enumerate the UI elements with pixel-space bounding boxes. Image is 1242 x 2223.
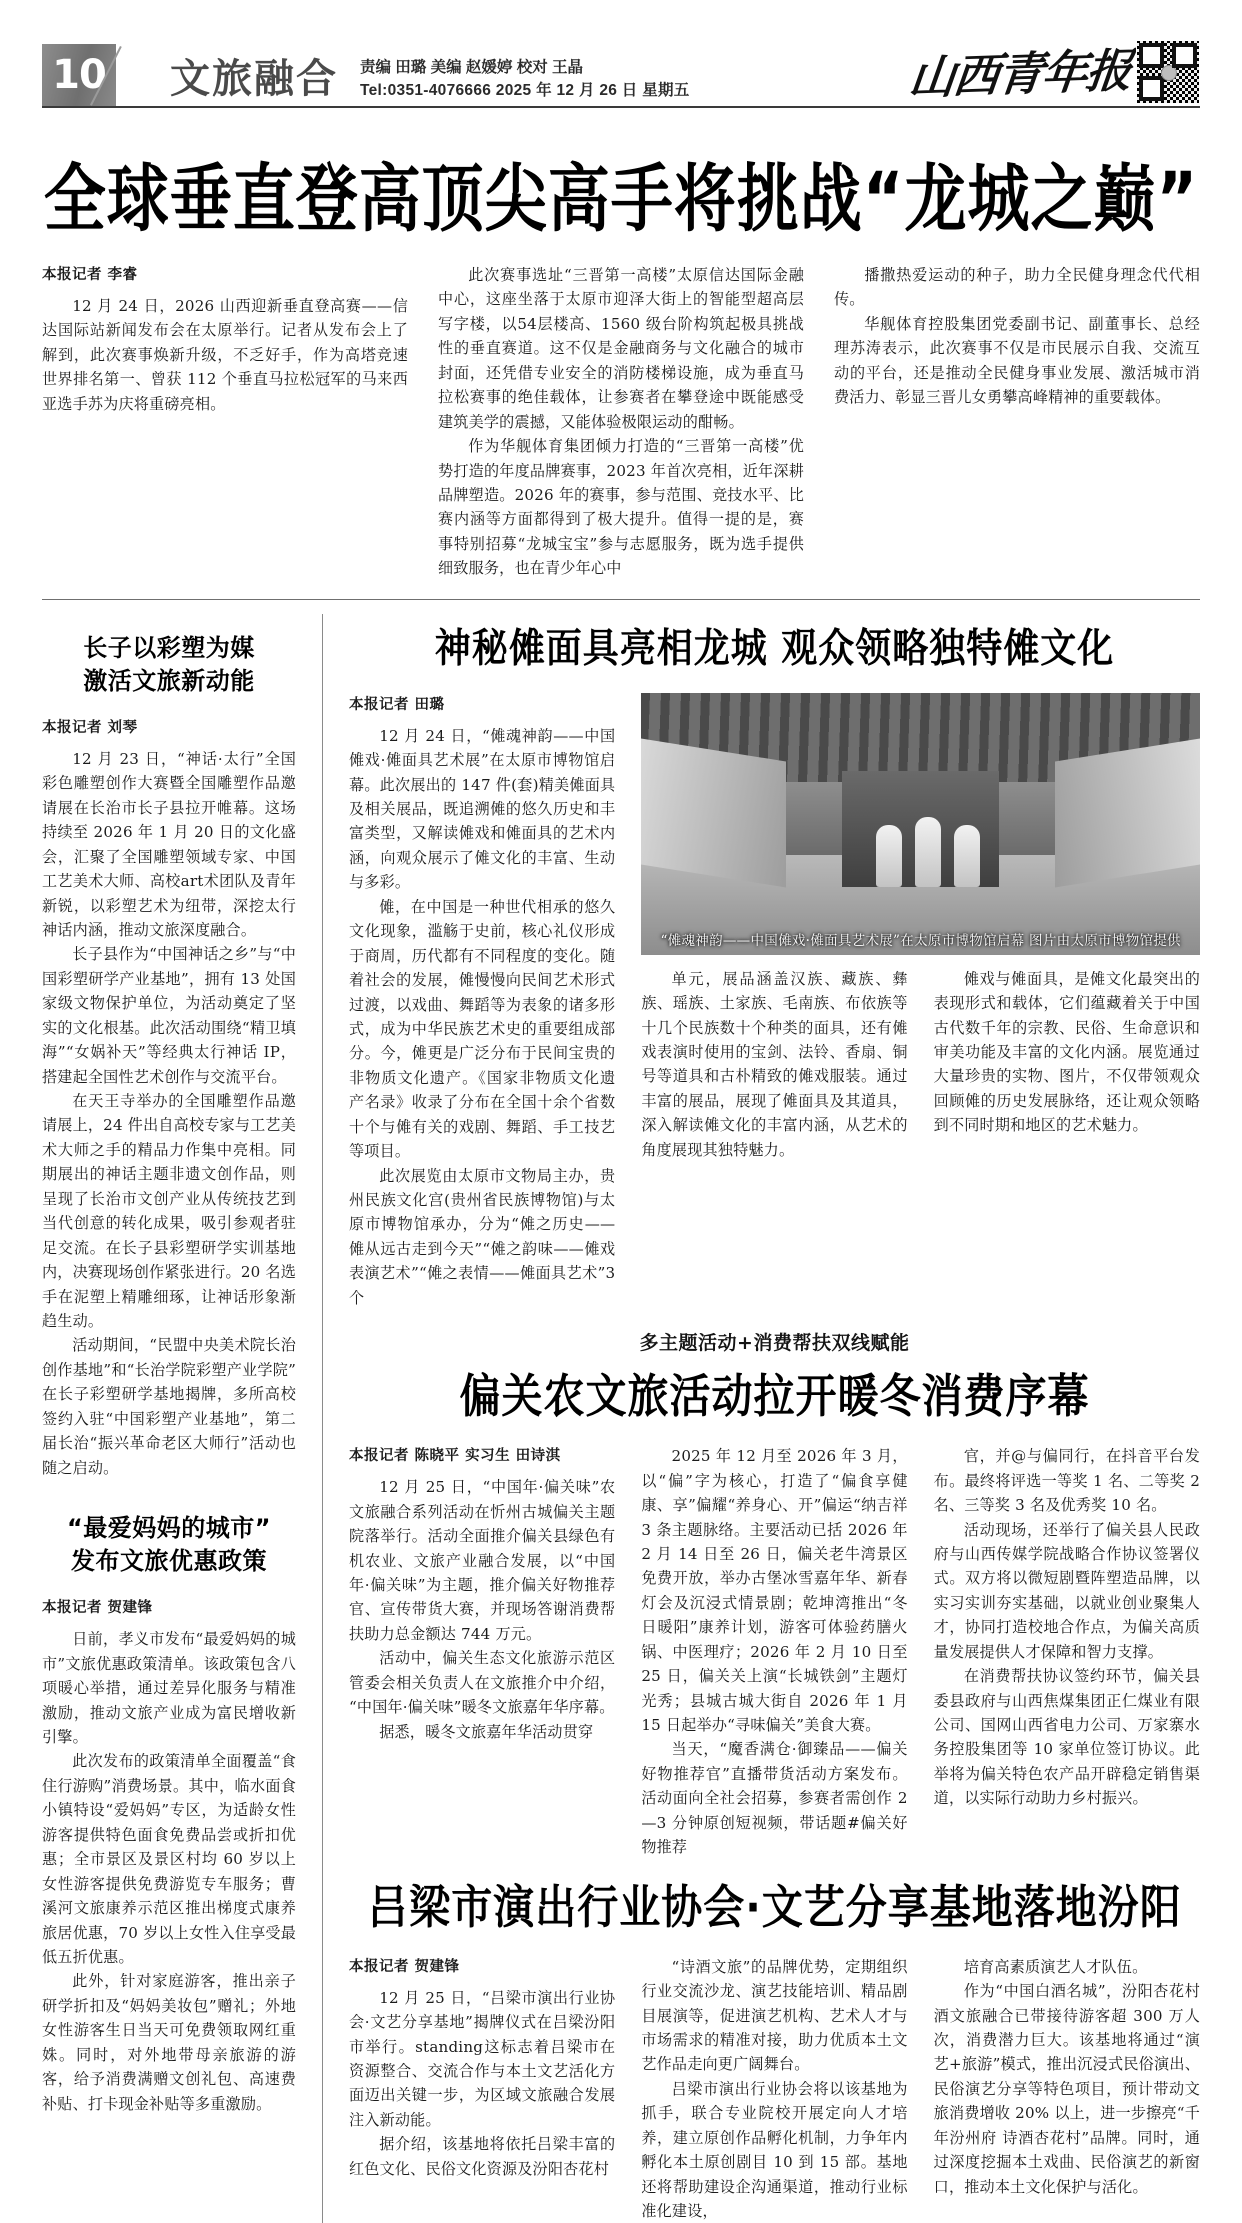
lead-byline: 本报记者 李睿 xyxy=(42,267,138,283)
nuo-paragraph: 傩，在中国是一种世代相承的悠久文化现象，滥觞于史前，核心礼仪形成于商周，历代都有不同程度的变化。随着社会的发展，傩慢慢向民间艺术形式过渡，以戏曲、舞蹈等为表象的诸多形式，成为中华民族艺术史的重要组成部分。今，傩更是广泛分布于民间宝贵的非物质文化遗产。《国家非物质文化遗产名录》收录了分布在全国十余个省数十个与傩有关的戏剧、舞蹈、手工技艺等项目。 xyxy=(349,897,616,1161)
pianguan-column-3 xyxy=(934,1444,1200,1859)
changzi-headline-line2: 激活文旅新动能 xyxy=(83,666,255,695)
credits-editors: 责编 田璐 美编 赵媛婷 校对 王晶 xyxy=(360,59,584,77)
left-rail xyxy=(42,614,296,2223)
nuo-headline: 神秘傩面具亮相龙城 观众领略独特傩文化 xyxy=(434,625,1115,672)
lvliang-paragraph: “诗酒文旅”的品牌优势，定期组织行业交流沙龙、演艺技能培训、精品剧目展演等，促进演艺机构、艺术人才与市场需求的精准对接，助力优质本土文艺作品走向更广阔舞台。 xyxy=(641,1957,908,2074)
lvliang-headline: 吕梁市演出行业协会·文艺分享基地落地汾阳 xyxy=(367,1880,1182,1934)
lvliang-column-3 xyxy=(934,1955,1200,2223)
masthead-brand xyxy=(906,38,1200,105)
changzi-paragraph: 长子县作为“中国神话之乡”与“中国彩塑研学产业基地”，拥有 13 处国家级文物保护单位，为活动奠定了坚实的文化根基。此次活动围绕“精卫填海”“女娲补天”等经典太行神话 IP，搭建起全国性艺术创作与交流平台。 xyxy=(42,945,296,1086)
mom-paragraph: 日前，孝义市发布“最爱妈妈的城市”文旅优惠政策清单。该政策包含八项暖心举措，通过差异化服务与精准激励，推动文旅产业成为富民增收新引擎。 xyxy=(42,1630,296,1746)
lvliang-paragraph: 据介绍，该基地将依托吕梁丰富的红色文化、民俗文化资源及汾阳杏花村 xyxy=(349,2135,616,2178)
lead-paragraph: 播撒热爱运动的种子，助力全民健身理念代代相传。 xyxy=(834,266,1200,309)
changzi-paragraph: 12 月 23 日，“神话·太行”全国彩色雕塑创作大赛暨全国雕塑作品邀请展在长治市长子县拉开帷幕。这场持续至 2026 年 1 月 20 日的文化盛会，汇聚了全国雕塑领域专家、中国工艺美术大师、高校art术团队及青年新锐，以彩塑艺术为纽带，深挖太行神话内涵，推动文旅深度融合。 xyxy=(42,749,296,939)
mom-byline: 本报记者 贺建锋 xyxy=(42,1600,153,1617)
nuo-paragraph: 12 月 24 日，“傩魂神韵——中国傩戏·傩面具艺术展”在太原市博物馆启幕。此次展出的 147 件(套)精美傩面具及相关展品，既追溯傩的悠久历史和丰富类型，又解读傩戏和傩面具的艺术内涵，向观众展示了傩文化的丰富、生动与多彩。 xyxy=(349,726,616,892)
lvliang-column-1 xyxy=(349,1955,615,2223)
lead-headline: 全球垂直登高顶尖高手将挑战“龙城之巅” xyxy=(43,155,1199,242)
pianguan-paragraph: 当天，“魔香满仓·御臻品——偏关好物推荐官”直播带货活动方案发布。活动面向全社会招募，参赛者需创作 2—3 分钟原创短视频，带话题#偏关好物推荐 xyxy=(641,1740,908,1857)
lead-column-1 xyxy=(42,263,408,581)
spacer xyxy=(42,1480,296,1494)
photo-mannequin xyxy=(954,825,980,887)
lead-paragraph: 此次赛事选址“三晋第一高楼”太原信达国际金融中心，这座坐落于太原市迎泽大街上的智能型超高层写字楼，以54层楼高、1560 级台阶构筑起极具挑战性的垂直赛道。这不仅是金融商务与文化融合的城市封面，还凭借专业安全的消防楼梯设施，成为垂直马拉松赛事的绝佳载体，让参赛者在攀登途中既能感受建筑美学的震撼，又能体验极限运动的酣畅。 xyxy=(438,266,804,431)
nuo-paragraph: 傩戏与傩面具，是傩文化最突出的表现形式和载体，它们蕴藏着关于中国古代数千年的宗教、民俗、生命意识和审美功能及丰富的文化内涵。展览通过大量珍贵的实物、图片，不仅带领观众回顾傩的历史发展脉络，还让观众领略到不同时期和地区的艺术魅力。 xyxy=(933,969,1200,1135)
lead-column-3 xyxy=(834,263,1200,581)
mom-paragraph: 此次发布的政策清单全面覆盖“食住行游购”消费场景。其中，临水面食小镇特设“爱妈妈”专区，为适龄女性游客提供特色面食免费品尝或折扣优惠；全市景区及景区村均 60 岁以上女性游客提供免费游览专车服务；曹溪河文旅康养示范区推出梯度式康养旅居优惠，70 岁以上女性入住享受最低五折优惠。 xyxy=(42,1752,297,1966)
nuo-photo-wrap xyxy=(641,693,1200,955)
qr-code-icon[interactable] xyxy=(1136,40,1200,104)
pianguan-byline: 本报记者 陈晓平 实习生 田诗淇 xyxy=(349,1448,561,1465)
pianguan-column-1 xyxy=(349,1444,615,1859)
masthead-credits xyxy=(360,57,690,102)
photo-left-display-wall xyxy=(641,739,786,888)
photo-right-display-wall xyxy=(1055,739,1200,888)
nuo-column-3 xyxy=(934,967,1200,1163)
page-number: 10 xyxy=(52,52,106,98)
lvliang-paragraph: 培育高素质演艺人才队伍。 xyxy=(963,1957,1148,1976)
changzi-paragraph: 活动期间，“民盟中央美术院长治创作基地”和“长治学院彩塑产业学院”在长子彩塑研学基地揭牌，多所高校签约入驻“中国彩塑产业基地”，第二届长治“振兴革命老区大师行”活动也随之启动。 xyxy=(42,1336,296,1477)
photo-mannequin xyxy=(876,825,902,887)
pianguan-paragraph: 活动中，偏关生态文化旅游示范区管委会相关负责人在文旅推介中介绍，“中国年·偏关味”暖冬文旅嘉年华序幕。 xyxy=(349,1649,616,1717)
photo-mannequin xyxy=(915,817,941,887)
qr-center-logo xyxy=(1161,65,1177,81)
nuo-photo-column xyxy=(641,693,1200,1311)
lead-paragraph: 华舰体育控股集团党委副书记、副董事长、总经理苏涛表示，此次赛事不仅是市民展示自我、交流互动的平台，还是推动全民健身事业发展、激活城市消费活力、彰显三晋儿女勇攀高峰精神的重要载体。 xyxy=(834,314,1200,407)
pianguan-article xyxy=(349,1444,1200,1859)
nuo-paragraph: 单元，展品涵盖汉族、藏族、彝族、瑶族、土家族、毛南族、布依族等十几个民族数十个种类的面具，还有傩戏表演时使用的宝剑、法铃、香扇、铜号等道具和古朴精致的傩戏服装。通过丰富的展品，展现了傩面具及其道具，深入解读傩文化的丰富内涵，从艺术的角度展现其独特魅力。 xyxy=(641,969,908,1159)
middle-zone xyxy=(42,614,1200,2223)
lead-column-2 xyxy=(438,263,804,581)
mom-headline-line1: “最爱妈妈的城市” xyxy=(66,1514,272,1543)
lvliang-paragraph: 12 月 25 日，“吕梁市演出行业协会·文艺分享基地”揭牌仪式在吕梁汾阳市举行。standing这标志着吕梁市在资源整合、交流合作与本土文艺活化方面迈出关键一步，为区域文旅融合发展注入新动能。 xyxy=(349,1988,616,2129)
paper-name-logo: 山西青年报 xyxy=(906,43,1134,105)
changzi-headline xyxy=(42,632,296,698)
nuo-photo-caption: “傩魂神韵——中国傩戏·傩面具艺术展”在太原市博物馆启幕 图片由太原市博物馆提供 xyxy=(660,932,1181,949)
lead-article xyxy=(42,263,1200,581)
right-main xyxy=(322,614,1200,2223)
masthead xyxy=(42,28,1200,108)
lvliang-column-2 xyxy=(641,1955,907,2223)
nuo-article xyxy=(349,693,1200,1311)
mom-headline-line2: 发布文旅优惠政策 xyxy=(71,1547,267,1576)
lead-paragraph: 作为华舰体育集团倾力打造的“三晋第一高楼”优势打造的年度品牌赛事，2023 年首次亮相，近年深耕品牌塑造。2026 年的赛事，参与范围、竞技水平、比赛内涵等方面都得到了极大提升。值得一提的是，赛事特别招募“龙城宝宝”参与志愿服务，既为选手提供细致服务，也在青少年心中 xyxy=(438,437,804,578)
lvliang-article xyxy=(349,1955,1200,2223)
pianguan-column-2 xyxy=(641,1444,907,1859)
mom-paragraph: 此外，针对家庭游客，推出亲子研学折扣及“妈妈美妆包”赠礼；外地女性游客生日当天可免费领取网红重姝。同时，对外地带母亲旅游的游客，给予消费满赠文创礼包、高速费补贴、打卡现金补贴等多重激励。 xyxy=(42,1972,296,2113)
nuo-column-2 xyxy=(641,967,907,1163)
lvliang-byline: 本报记者 贺建锋 xyxy=(349,1958,460,1975)
lead-paragraph: 12 月 24 日，2026 山西迎新垂直登高赛——信达国际站新闻发布会在太原举行。记者从发布会上了解到，此次赛事焕新升级，不乏好手，作为高塔竞速世界排名第一、曾获 112 个垂直马拉松冠军的马来西亚选手苏为庆将重磅亮相。 xyxy=(42,297,408,413)
pianguan-paragraph: 2025 年 12 月至 2026 年 3 月，以“偏”字为核心，打造了“偏食享健康、享”偏耀“养身心、开”偏运“纳吉祥 3 条主题脉络。主要活动已括 2026 年 2 月 14 日至 26 日，偏关老牛湾景区免费开放，举办古堡冰雪嘉年华、新春灯会及沉浸式情景剧；乾坤湾推出“冬日暖阳”康养计划，游客可体验药膳火锅、中医理疗；2026 年 2 月 10 日至 25 日，偏关关上演“长城铁剑”主题灯光秀；县城古城大街自 2026 年 1 月 15 日起举办“寻味偏关”美食大赛。 xyxy=(641,1447,908,1734)
nuo-exhibition-photo xyxy=(641,693,1200,955)
nuo-lower-columns xyxy=(641,967,1200,1163)
pianguan-paragraph: 官，并@与偏同行，在抖音平台发布。最终将评选一等奖 1 名、二等奖 2 名、三等奖 3 名及优秀奖 10 名。 xyxy=(933,1447,1200,1515)
masthead-slash-decoration xyxy=(116,44,162,106)
nuo-byline: 本报记者 田璐 xyxy=(349,696,445,713)
changzi-byline: 本报记者 刘琴 xyxy=(42,719,138,736)
horizontal-rule xyxy=(42,599,1200,600)
newspaper-page xyxy=(0,28,1242,2220)
pianguan-paragraph: 在消费帮扶协议签约环节，偏关县委县政府与山西焦煤集团正仁煤业有限公司、国网山西省电力公司、万家寨水务控股集团等 10 家单位签订协议。此举将为偏关特色农产品开辟稳定销售渠道，以实际行动助力乡村振兴。 xyxy=(933,1667,1200,1808)
pianguan-paragraph: 12 月 25 日，“中国年·偏关味”农文旅融合系列活动在忻州古城偏关主题院落举行。活动全面推介偏关县绿色有机农业、文旅产业融合发展，以“中国年·偏关味”为主题，推介偏关好物推荐官、宣传带货大赛，并现场答谢消费帮扶助力总金额达 744 万元。 xyxy=(349,1478,616,1643)
nuo-column-1 xyxy=(349,693,615,1311)
credits-tel-date: Tel:0351-4076666 2025 年 12 月 26 日 星期五 xyxy=(360,81,690,99)
changzi-headline-line1: 长子以彩塑为媒 xyxy=(83,633,255,662)
pianguan-paragraph: 活动现场，还举行了偏关县人民政府与山西传媒学院战略合作协议签署仪式。双方将以微短剧暨阵塑造品牌，以实习实训夯实基础，以就业创业聚集人才，协同打造校地合作点，为偏关高质量发展提供人才保障和智力支撑。 xyxy=(933,1520,1200,1661)
lvliang-paragraph: 作为“中国白酒名城”，汾阳杏花村酒文旅融合已带接待游客超 300 万人次，消费潜力巨大。该基地将通过“演艺+旅游”模式，推出沉浸式民俗演出、民俗演艺分享等特色项目，预计带动文旅消费增收 20% 以上，进一步擦亮“千年汾州府 诗酒杏花村”品牌。同时，通过深度挖掘本土戏曲、民俗演艺的新窗口，推动本土文化保护与活化。 xyxy=(933,1982,1200,2196)
spacer xyxy=(349,1310,1200,1324)
lvliang-paragraph: 吕梁市演出行业协会将以该基地为抓手，联合专业院校开展定向人才培养，建立原创作品孵化机制，力争年内孵化本土原创剧目 10 到 15 部。基地还将帮助建设企沟通渠道，推动行业标准化建设， xyxy=(641,2079,908,2220)
section-title: 文旅融合 xyxy=(170,55,338,102)
nuo-paragraph: 此次展览由太原市文物局主办，贵州民族文化宫(贵州省民族博物馆)与太原市博物馆承办，分为“傩之历史——傩从远古走到今天”“傩之韵味——傩戏表演艺术”“傩之表情——傩面具艺术”3 个 xyxy=(349,1166,616,1307)
pianguan-paragraph: 据悉，暖冬文旅嘉年华活动贯穿 xyxy=(379,1722,594,1741)
qr-finder-bottom-left xyxy=(1139,76,1164,101)
changzi-paragraph: 在天王寺举办的全国雕塑作品邀请展上，24 件出自高校专家与工艺美术大师之手的精品力作集中亮相。同期展出的神话主题非遗文创作品，则呈现了长治市文创产业从传统技艺到当代创意的转化成果，吸引参观者驻足交流。在长子县彩塑研学实训基地内，决赛现场创作紧张进行。20 名选手在泥塑上精雕细琢，让神话形象渐趋生动。 xyxy=(42,1092,297,1330)
mom-headline xyxy=(42,1512,296,1578)
pianguan-kicker: 多主题活动+消费帮扶双线赋能 xyxy=(639,1332,910,1355)
pianguan-headline: 偏关农文旅活动拉开暖冬消费序幕 xyxy=(459,1369,1090,1424)
